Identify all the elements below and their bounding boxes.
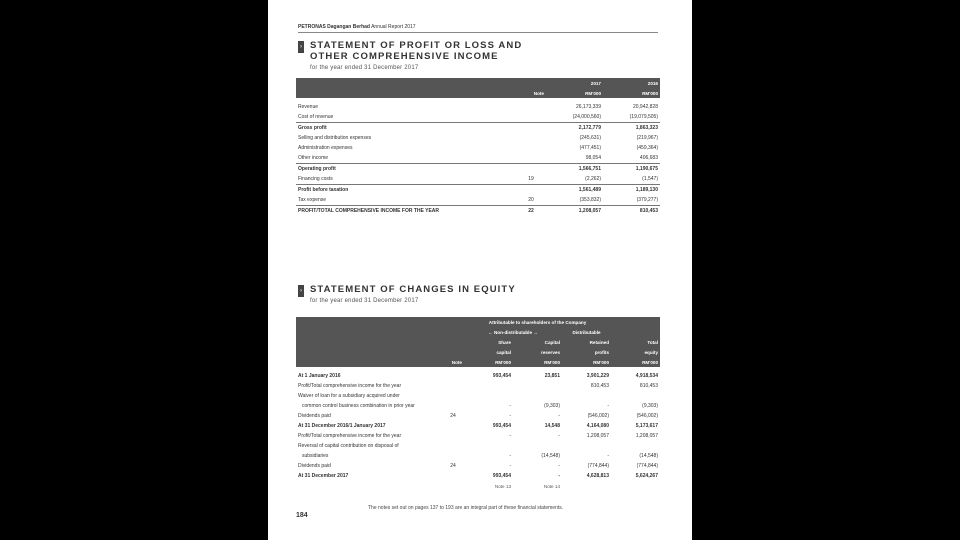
equity-row-value xyxy=(611,391,660,401)
distributable-header: Distributable xyxy=(562,327,611,337)
equity-row-value: 810,453 xyxy=(590,383,609,389)
equity-row-value: - xyxy=(509,453,511,459)
pl-row xyxy=(296,195,660,206)
equity-row-value: (14,548) xyxy=(639,453,658,459)
eq-col-3-l1: Retained xyxy=(562,337,611,347)
eq-col-2-l3: RM'000 xyxy=(513,357,562,367)
nondistributable-header: ← Non-distributable → xyxy=(464,327,562,337)
equity-row-value: 4,918,534 xyxy=(635,373,658,379)
pl-row-label: Administration expenses xyxy=(298,145,353,151)
equity-row-value: 4,164,080 xyxy=(586,423,609,429)
equity-row-value: (546,002) xyxy=(636,413,658,419)
equity-row-value: 23,851 xyxy=(544,373,560,379)
pl-row-label: Tax expense xyxy=(296,195,516,206)
equity-row-value: - xyxy=(509,433,511,439)
equity-row-value: 5,624,267 xyxy=(635,473,658,479)
pl-row-label: Gross profit xyxy=(298,125,327,131)
equity-row-label: Profit/Total comprehensive income for the year xyxy=(298,383,402,389)
document-page xyxy=(268,0,692,540)
pl-col-2016: 2016 xyxy=(603,78,660,88)
equity-row xyxy=(296,371,660,381)
pl-row-2017: (477,451) xyxy=(579,145,601,151)
pl-row-2017: 1,208,057 xyxy=(578,208,601,214)
equity-row-value: - xyxy=(509,463,511,469)
equity-row xyxy=(296,401,660,411)
chevron-right-icon: › xyxy=(298,41,304,53)
equity-subtitle: for the year ended 31 December 2017 xyxy=(310,298,419,304)
footer-note: The notes set out on pages 137 to 193 are an integral part of these financial statements. xyxy=(368,505,564,511)
equity-row-value: 14,548 xyxy=(544,423,560,429)
equity-row xyxy=(296,421,660,431)
pl-row xyxy=(296,164,660,175)
equity-row-value: 1,208,057 xyxy=(635,433,658,439)
pl-subtitle: for the year ended 31 December 2017 xyxy=(310,65,419,71)
pl-row-label: Other income xyxy=(296,153,516,164)
equity-row-label: Waiver of loan for a subsidiary acquired under xyxy=(298,393,400,399)
equity-row-label: Dividends paid xyxy=(298,463,331,469)
pl-row-note xyxy=(516,153,546,164)
equity-row-value: - xyxy=(509,413,511,419)
equity-row-value xyxy=(464,381,513,391)
equity-row-value: 810,453 xyxy=(639,383,658,389)
eq-col-2-l1: Capital xyxy=(513,337,562,347)
equity-row-value xyxy=(611,441,660,451)
equity-row-value xyxy=(464,391,513,401)
pl-row-2016: (379,277) xyxy=(603,195,660,206)
equity-row-value xyxy=(513,391,562,401)
equity-row xyxy=(296,441,660,451)
equity-row-value: 993,454 xyxy=(492,473,511,479)
pl-title-line2: OTHER COMPREHENSIVE INCOME xyxy=(310,51,499,62)
equity-column-notes xyxy=(296,481,660,491)
pl-unit-2016: RM'000 xyxy=(603,88,660,98)
equity-row xyxy=(296,471,660,481)
pl-row-note: 19 xyxy=(516,174,546,185)
nondistributable-label: Non-distributable xyxy=(493,329,533,335)
equity-row-value: (546,002) xyxy=(587,413,609,419)
equity-row-label: Reversal of capital contribution on disposal of xyxy=(298,443,399,449)
equity-row-note xyxy=(442,421,464,431)
equity-row-value xyxy=(513,441,562,451)
pl-row-note xyxy=(516,143,546,153)
pl-row-2016: 810,453 xyxy=(639,208,658,214)
pl-row-2017: (353,832) xyxy=(546,195,603,206)
pl-row-note xyxy=(516,133,546,143)
pl-row-label: Revenue xyxy=(298,104,319,110)
equity-row xyxy=(296,381,660,391)
pl-row-note: 20 xyxy=(516,195,546,206)
equity-row-value: (774,844) xyxy=(587,463,609,469)
equity-title: STATEMENT OF CHANGES IN EQUITY xyxy=(310,284,516,295)
attrib-header: Attributable to shareholders of the Company xyxy=(464,317,611,327)
equity-row-value: 1,208,057 xyxy=(586,433,609,439)
equity-row-value: 4,628,813 xyxy=(586,473,609,479)
pl-row-label: PROFIT/TOTAL COMPREHENSIVE INCOME FOR THE YEAR xyxy=(298,208,440,214)
pl-row-label: Operating profit xyxy=(298,166,336,172)
pl-row-2016: 1,190,675 xyxy=(635,166,658,172)
running-header xyxy=(298,24,658,33)
pl-row xyxy=(296,153,660,164)
equity-row-label: subsidiaries xyxy=(302,453,329,459)
pl-row-label: Cost of revenue xyxy=(296,112,516,123)
eq-col-4-l3: RM'000 xyxy=(611,357,660,367)
pl-row xyxy=(296,123,660,134)
equity-row-value: (9,303) xyxy=(642,403,658,409)
equity-row-value xyxy=(464,441,513,451)
pl-row-2017: (245,631) xyxy=(579,135,601,141)
pl-row-note: 22 xyxy=(528,208,534,214)
equity-row-note xyxy=(442,451,464,461)
equity-row-note: 24 xyxy=(450,413,456,419)
pl-row xyxy=(296,174,660,185)
equity-row-label: Profit/Total comprehensive income for the year xyxy=(298,433,402,439)
pl-row-note xyxy=(516,102,546,112)
eq-col-1-l1: Share xyxy=(464,337,513,347)
pl-col-note: Note xyxy=(516,88,546,98)
pl-row-2016: 406,683 xyxy=(603,153,660,164)
pl-title-line1: STATEMENT OF PROFIT OR LOSS AND xyxy=(310,40,523,51)
equity-row-note xyxy=(442,371,464,381)
equity-row-value: - xyxy=(607,403,609,409)
equity-row-value: - xyxy=(509,403,511,409)
equity-row-value: 5,173,617 xyxy=(635,423,658,429)
pl-row-note xyxy=(516,112,546,123)
pl-row-2016: 20,942,828 xyxy=(632,104,658,110)
pl-row-2016: (19,079,505) xyxy=(603,112,660,123)
pl-row-label: Selling and distribution expenses xyxy=(298,135,372,141)
pl-row-2017: 26,173,339 xyxy=(575,104,601,110)
equity-row xyxy=(296,461,660,471)
chevron-right-icon: › xyxy=(298,285,304,297)
pl-row-2017: 1,561,489 xyxy=(578,187,601,193)
equity-row-label: At 31 December 2016/1 January 2017 xyxy=(298,423,386,429)
eq-col-4-l2: equity xyxy=(611,347,660,357)
equity-row-label: common control business combination in prior year xyxy=(302,403,415,409)
pl-row-2016: (1,547) xyxy=(603,174,660,185)
equity-row-value: - xyxy=(558,463,560,469)
equity-row-value: - xyxy=(558,413,560,419)
pl-row-2017: 1,566,751 xyxy=(578,166,601,172)
equity-row-value: 3,901,229 xyxy=(586,373,609,379)
eq-col-note: Note xyxy=(442,357,464,367)
equity-row-value: - xyxy=(558,433,560,439)
pl-row-2016: 1,189,130 xyxy=(635,187,658,193)
pl-row xyxy=(296,102,660,112)
equity-row-label: At 31 December 2017 xyxy=(298,473,349,479)
pl-row xyxy=(296,143,660,153)
equity-row-note xyxy=(442,391,464,401)
pl-row-2017: 98,054 xyxy=(546,153,603,164)
pl-row-2017: (24,000,560) xyxy=(546,112,603,123)
pl-row-2017: 2,172,779 xyxy=(578,125,601,131)
equity-row-value: - xyxy=(607,453,609,459)
equity-row-value xyxy=(513,381,562,391)
eq-col-1-l3: RM'000 xyxy=(464,357,513,367)
pl-row-note xyxy=(516,185,546,196)
eq-col-4-l1: Total xyxy=(611,337,660,347)
equity-row-note xyxy=(442,471,464,481)
report-name: Annual Report 2017 xyxy=(371,24,416,30)
eq-col-1-l2: capital xyxy=(464,347,513,357)
equity-table xyxy=(296,317,660,491)
pl-row xyxy=(296,206,660,217)
equity-row-label: At 1 January 2016 xyxy=(298,373,341,379)
equity-row-note xyxy=(442,381,464,391)
equity-row-note xyxy=(442,401,464,411)
eq-col-2-l2: reserves xyxy=(513,347,562,357)
equity-row xyxy=(296,451,660,461)
equity-row-label: Dividends paid xyxy=(298,413,331,419)
equity-row-value xyxy=(562,441,611,451)
profit-loss-table xyxy=(296,78,660,216)
company-name: PETRONAS Dagangan Berhad xyxy=(298,24,370,30)
equity-row-value: (9,303) xyxy=(544,403,560,409)
equity-row-value xyxy=(562,391,611,401)
equity-row-note xyxy=(442,441,464,451)
equity-column-note: Note 13 xyxy=(494,483,511,489)
pl-col-2017: 2017 xyxy=(546,78,603,88)
pl-row-2016: (219,967) xyxy=(636,135,658,141)
equity-row xyxy=(296,411,660,421)
equity-row xyxy=(296,431,660,441)
equity-row-note xyxy=(442,431,464,441)
equity-column-note: Note 14 xyxy=(543,483,560,489)
pl-row-label: Profit before taxation xyxy=(298,187,349,193)
page-number: 184 xyxy=(296,512,308,519)
equity-row-value: 993,454 xyxy=(492,373,511,379)
pl-row-note xyxy=(516,123,546,134)
pl-unit-2017: RM'000 xyxy=(546,88,603,98)
equity-row-value: (774,844) xyxy=(636,463,658,469)
pl-title-block xyxy=(298,40,522,71)
equity-row-value: (14,548) xyxy=(541,453,560,459)
eq-col-3-l2: profits xyxy=(562,347,611,357)
equity-row-value: 993,454 xyxy=(492,423,511,429)
pl-row-label: Financing costs xyxy=(296,174,516,185)
pl-row-2017: (2,262) xyxy=(546,174,603,185)
pl-row-2016: 1,863,323 xyxy=(635,125,658,131)
pl-row-2016: (459,364) xyxy=(636,145,658,151)
equity-row-note: 24 xyxy=(450,463,456,469)
pl-row-note xyxy=(516,164,546,175)
pl-row xyxy=(296,133,660,143)
equity-row xyxy=(296,391,660,401)
equity-row-value: - xyxy=(558,473,560,479)
pl-row xyxy=(296,112,660,123)
eq-col-3-l3: RM'000 xyxy=(562,357,611,367)
equity-title-block xyxy=(298,284,516,304)
pl-row xyxy=(296,185,660,196)
